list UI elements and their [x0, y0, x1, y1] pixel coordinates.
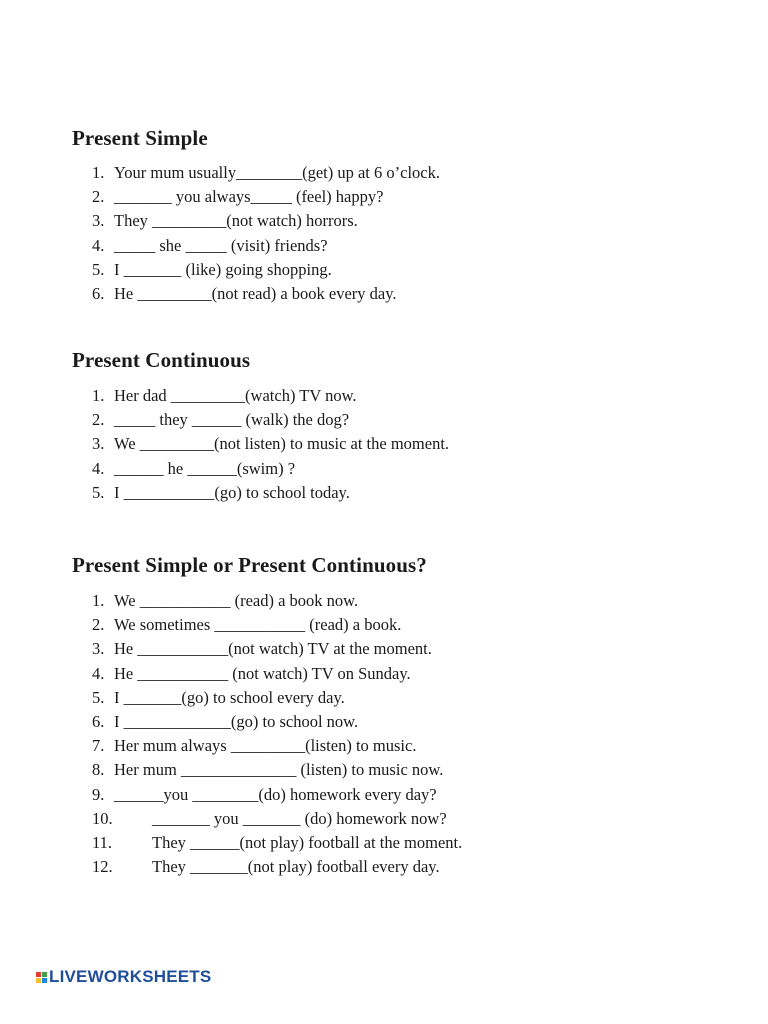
exercise-text: They ______(not play) football at the moment.: [152, 832, 463, 852]
exercise-text: _____ they ______ (walk) the dog?: [114, 410, 350, 430]
exercise-item: [92, 384, 449, 408]
exercise-text: Her dad _________(watch) TV now.: [114, 386, 357, 405]
exercise-number: 3.: [92, 639, 105, 659]
exercise-number: 4.: [92, 235, 105, 255]
exercise-item: [92, 831, 462, 855]
exercise-item: [92, 432, 449, 456]
exercise-number: 4.: [92, 458, 105, 478]
exercise-text: ______ he ______(swim) ?: [114, 458, 296, 478]
exercise-item: [92, 855, 462, 879]
exercise-number: 1.: [92, 386, 105, 405]
exercise-text: We _________(not listen) to music at the moment.: [114, 434, 450, 454]
exercise-text: I _____________(go) to school now.: [114, 711, 359, 731]
exercise-item: [92, 185, 440, 209]
exercise-item: [92, 734, 462, 758]
exercise-text: He ___________ (not watch) TV on Sunday.: [114, 663, 411, 683]
exercise-number: 6.: [92, 283, 105, 303]
exercise-number: 2.: [92, 615, 105, 635]
exercise-text: Her mum ______________ (listen) to music now.: [114, 760, 444, 780]
exercise-number: 8.: [92, 760, 105, 780]
exercise-item: [92, 662, 462, 686]
logo-square-3: [36, 978, 41, 983]
exercise-item: [92, 161, 440, 185]
logo-square-2: [42, 972, 47, 977]
section-title-present-simple: Present Simple: [72, 126, 208, 150]
exercise-text: We sometimes ___________ (read) a book.: [114, 615, 402, 635]
section-title-present-continuous: Present Continuous: [72, 348, 251, 372]
exercise-text: They _______(not play) football every day.: [152, 857, 440, 877]
exercise-number: 6.: [92, 711, 105, 731]
exercise-item: [92, 807, 462, 831]
exercise-list-present-continuous: [92, 384, 449, 505]
exercise-text: ______you ________(do) homework every day?: [114, 784, 437, 804]
exercise-text: He ___________(not watch) TV at the moment.: [114, 639, 432, 659]
exercise-item: [92, 758, 462, 782]
exercise-item: [92, 710, 462, 734]
exercise-list-mixed: [92, 589, 462, 879]
exercise-text: _____ she _____ (visit) friends?: [114, 235, 328, 255]
exercise-item: [92, 282, 440, 306]
exercise-text: I _______(go) to school every day.: [114, 687, 345, 707]
exercise-number: 1.: [92, 163, 105, 182]
exercise-number: 10.: [92, 808, 113, 828]
exercise-text: _______ you _______ (do) homework now?: [152, 808, 447, 828]
exercise-item: [92, 209, 440, 233]
exercise-number: 5.: [92, 482, 105, 502]
exercise-item: [92, 457, 449, 481]
exercise-number: 12.: [92, 857, 113, 877]
exercise-number: 2.: [92, 410, 105, 430]
logo-square-4: [42, 978, 47, 983]
exercise-text: _______ you always_____ (feel) happy?: [114, 187, 384, 207]
liveworksheets-logo: [36, 966, 211, 988]
exercise-text: I _______ (like) going shopping.: [114, 259, 332, 279]
exercise-text: Her mum always _________(listen) to music.: [114, 736, 417, 756]
liveworksheets-logo-icon: [36, 972, 47, 983]
exercise-number: 3.: [92, 434, 105, 454]
exercise-number: 3.: [92, 211, 105, 231]
logo-square-1: [36, 972, 41, 977]
exercise-text: Your mum usually________(get) up at 6 o’clock.: [114, 163, 440, 182]
liveworksheets-logo-text: LIVEWORKSHEETS: [49, 967, 212, 986]
exercise-number: 5.: [92, 687, 105, 707]
exercise-item: [92, 613, 462, 637]
exercise-number: 2.: [92, 187, 105, 207]
exercise-item: [92, 637, 462, 661]
exercise-text: I ___________(go) to school today.: [114, 482, 350, 502]
exercise-item: [92, 481, 449, 505]
exercise-item: [92, 258, 440, 282]
exercise-item: [92, 234, 440, 258]
exercise-item: [92, 783, 462, 807]
exercise-number: 1.: [92, 591, 105, 610]
exercise-text: We ___________ (read) a book now.: [114, 591, 359, 610]
exercise-number: 9.: [92, 784, 105, 804]
exercise-text: They _________(not watch) horrors.: [114, 211, 358, 231]
exercise-number: 11.: [92, 832, 113, 852]
exercise-item: [92, 589, 462, 613]
exercise-number: 7.: [92, 736, 105, 756]
exercise-text: He _________(not read) a book every day.: [114, 283, 397, 303]
exercise-list-present-simple: [92, 161, 440, 306]
exercise-number: 4.: [92, 663, 105, 683]
exercise-number: 5.: [92, 259, 105, 279]
exercise-item: [92, 408, 449, 432]
section-title-mixed: Present Simple or Present Continuous?: [72, 553, 427, 577]
exercise-item: [92, 686, 462, 710]
